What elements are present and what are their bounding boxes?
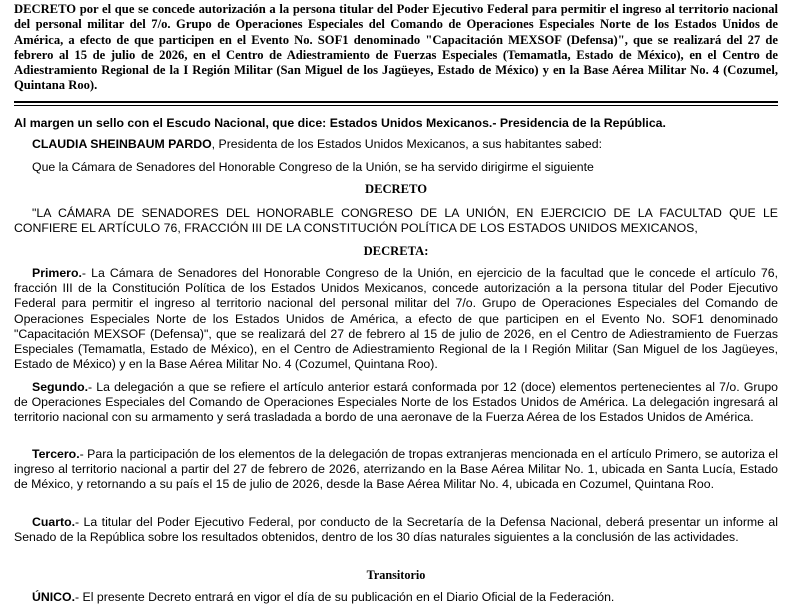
- heading-transitorio: Transitorio: [366, 568, 426, 582]
- president-name: CLAUDIA SHEINBAUM PARDO: [32, 137, 212, 151]
- article-primero-text: - La Cámara de Senadores del Honorable Congreso de la Unión, en ejercicio de la facultad que le concede el artículo 76, fracción III de la Constitución Política de los Estados Unidos Mexicanos, concede autorización a la persona titular del Poder Ejecutivo Federal para permitir el ingreso al territorio nacional del personal militar del 7/o. Grupo de Operaciones Especiales del Comando de Operaciones Especiales Norte de los Estados Unidos de América, a efecto de que participen en el Evento No. SOF1 denominado "Capacitación MEXSOF (Defensa)", que se realizará del 27 de febrero al 15 de julio de 2026, en el Centro de Adiestramiento de Fuerzas Especiales (Temamatla, Estado de México), en el Centro de Adiestramiento Regional de la I Región Militar (San Miguel de los Jagüeyes, Estado de México) y en la Base Aérea Militar No. 4 (Cozumel, Quintana Roo).: [14, 266, 778, 372]
- article-segundo-text: - La delegación a que se refiere el artículo anterior estará conformada por 12 (doce) elementos pertenecientes al 7/o. Grupo de Operaciones Especiales del Comando de Operaciones Especiales Norte de los Estados Unidos de América. La delegación ingresará al territorio nacional con su armamento y será trasladada a bordo de una aeronave de la Fuerza Aérea de los Estados Unidos de América.: [14, 380, 778, 425]
- preamble-paragraph: "LA CÁMARA DE SENADORES DEL HONORABLE CONGRESO DE LA UNIÓN, EN EJERCICIO DE LA FACULTAD QUE LE CONFIERE EL ARTÍCULO 76, FRACCIÓN III DE LA CONSTITUCIÓN POLÍTICA DE LOS ESTADOS UNIDOS MEXICANOS,: [14, 206, 778, 236]
- article-cuarto-text: - La titular del Poder Ejecutivo Federal, por conducto de la Secretaría de la Defensa Nacional, deberá presentar un informe al Senado de la República sobre los resultados obtenidos, dentro de los 30 días naturales siguientes a la conclusión de las actividades.: [14, 515, 778, 545]
- title-rule-thick: [14, 101, 778, 103]
- article-segundo: [14, 380, 778, 426]
- article-tercero: [14, 447, 778, 493]
- unico-text: - El presente Decreto entrará en vigor el día de su publicación en el Diario Oficial de la Federación.: [75, 590, 615, 604]
- title-rule-thin: [14, 105, 778, 106]
- article-segundo-label: Segundo.: [32, 380, 89, 394]
- heading-decreto: DECRETO: [364, 182, 428, 196]
- president-line: [32, 137, 602, 151]
- heading-decreta: DECRETA:: [363, 244, 429, 258]
- article-tercero-text: - Para la participación de los elementos de la delegación de tropas extranjeras mencionada en el artículo Primero, se autoriza el ingreso al territorio nacional a partir del 27 de febrero de 2026, aterrizando en la Base Aérea Militar No. 1, ubicada en Santa Lucía, Estado de México, y retornando a su país el 15 de julio de 2026, desde la Base Aérea Militar No. 4, ubicada en Cozumel, Quintana Roo.: [14, 447, 778, 492]
- article-tercero-label: Tercero.: [32, 447, 80, 461]
- article-cuarto-label: Cuarto.: [32, 515, 76, 529]
- article-cuarto: [14, 515, 778, 545]
- president-line-rest: , Presidenta de los Estados Unidos Mexicanos, a sus habitantes sabed:: [211, 137, 602, 151]
- margin-note: Al margen un sello con el Escudo Nacional, que dice: Estados Unidos Mexicanos.- Presidencia de la República.: [14, 116, 666, 130]
- intro-line: Que la Cámara de Senadores del Honorable Congreso de la Unión, se ha servido dirigirme el siguiente: [32, 160, 594, 174]
- unico-label: ÚNICO.: [32, 590, 76, 604]
- article-primero: [14, 266, 778, 372]
- transitorio-unico: [32, 590, 614, 604]
- article-primero-label: Primero.: [32, 266, 82, 280]
- decree-title: DECRETO por el que se concede autorización a la persona titular del Poder Ejecutivo Federal para permitir el ingreso al territorio nacional del personal militar del 7/o. Grupo de Operaciones Especiales del Comando de Operaciones Especiales Norte de los Estados Unidos de América, a efecto de que participen en el Evento No. SOF1 denominado "Capacitación MEXSOF (Defensa)", que se realizará del 27 de febrero al 15 de julio de 2026, en el Centro de Adiestramiento de Fuerzas Especiales (Temamatla, Estado de México), en el Centro de Adiestramiento Regional de la I Región Militar (San Miguel de los Jagüeyes, Estado de México) y en la Base Aérea Militar No. 4 (Cozumel, Quintana Roo).: [14, 2, 778, 93]
